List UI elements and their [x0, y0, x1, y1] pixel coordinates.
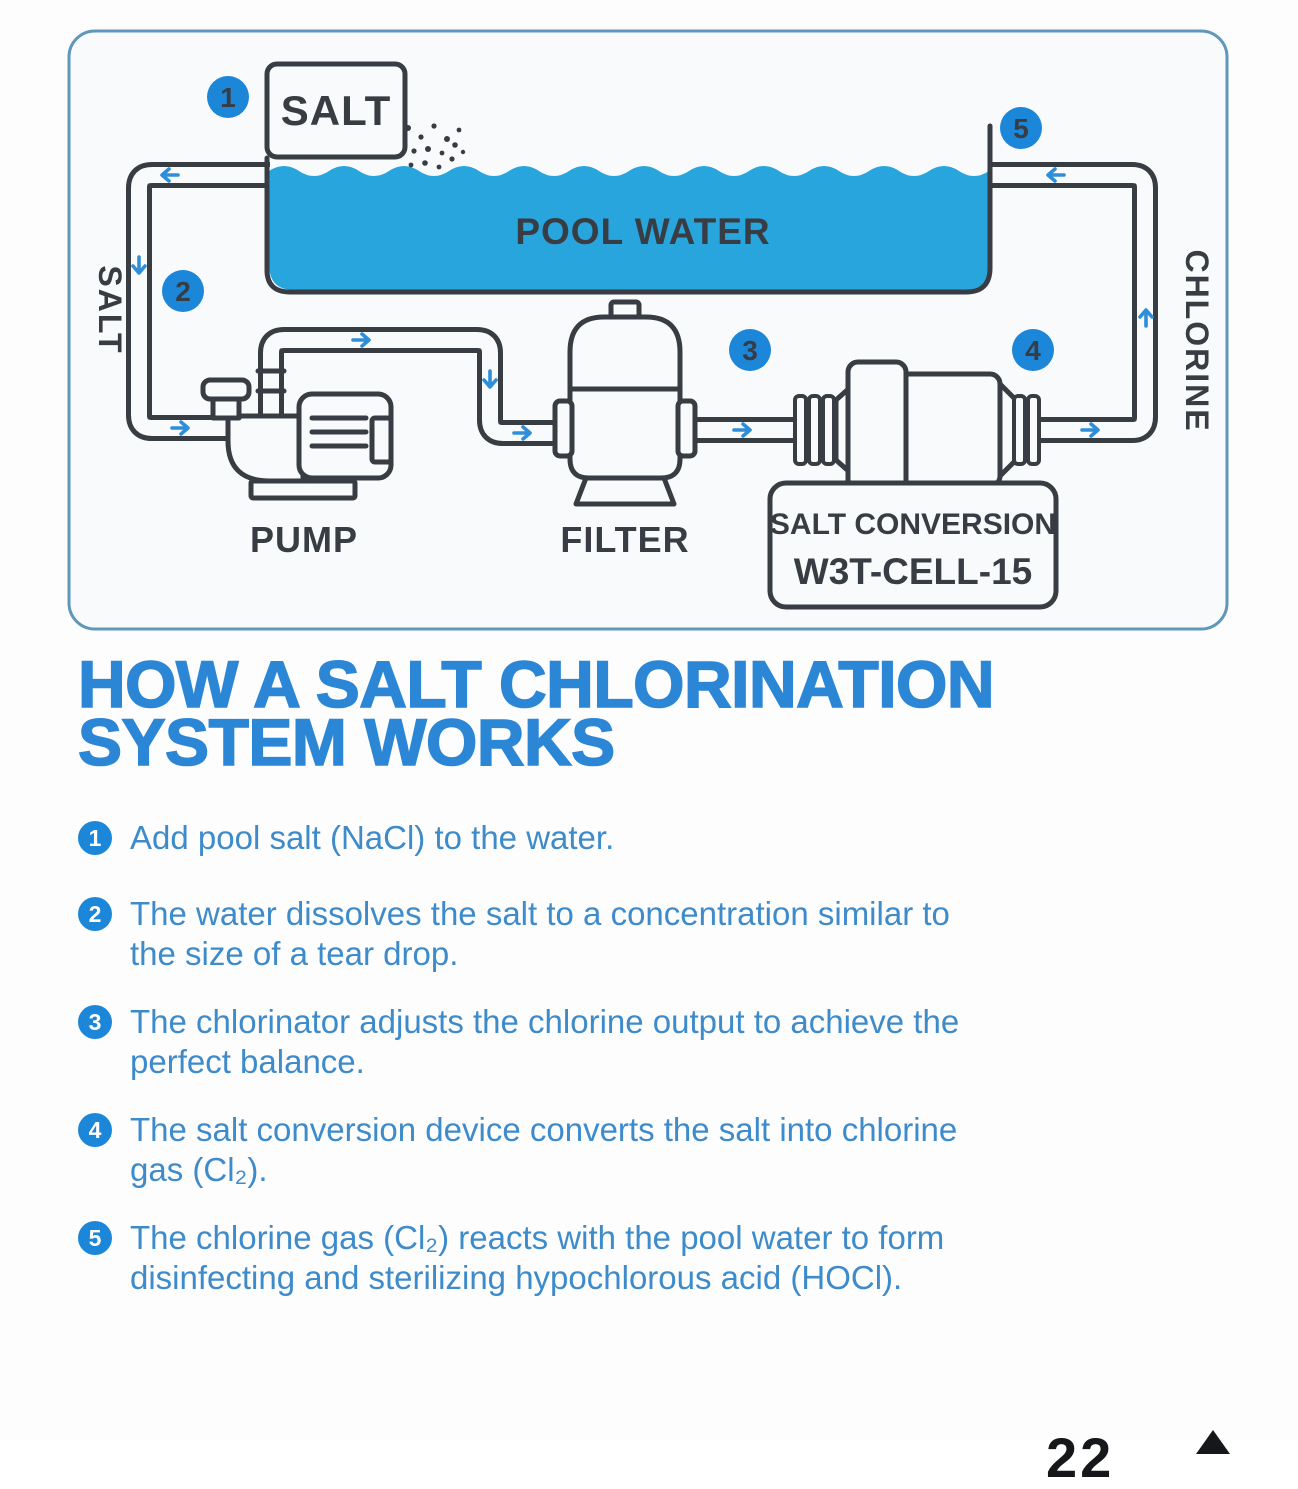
svg-text:3: 3	[742, 335, 758, 366]
filter-icon	[555, 302, 695, 504]
step-line: the size of a tear drop.	[130, 935, 459, 972]
step-badge-1: 1	[78, 821, 112, 855]
badge-3	[729, 329, 771, 371]
salt-box-label: SALT	[280, 87, 392, 134]
step-line: The chlorinator adjusts the chlorine output to achieve the	[130, 1003, 960, 1040]
svg-text:5: 5	[1013, 113, 1029, 144]
badge-4	[1012, 329, 1054, 371]
svg-text:2: 2	[175, 276, 191, 307]
salt-conversion-label-box	[770, 483, 1056, 607]
page-title-line1: HOW A SALT CHLORINATION	[78, 647, 995, 721]
page-title-line2: SYSTEM WORKS	[78, 705, 615, 779]
pool-water-label: POOL WATER	[515, 211, 771, 252]
step-line: Add pool salt (NaCl) to the water.	[130, 819, 615, 856]
step-badge-2: 2	[78, 897, 112, 931]
step-line: The salt conversion device converts the salt into chlorine	[130, 1111, 958, 1148]
step-item-2	[78, 894, 1108, 974]
step-item-5	[78, 1218, 1108, 1298]
page-title	[78, 647, 995, 779]
salt-conversion-model: W3T-CELL-15	[793, 551, 1033, 592]
chlorine-pipe-label: CHLORINE	[1179, 249, 1215, 433]
salt-pipe-label: SALT	[92, 265, 128, 355]
step-badge-5: 5	[78, 1221, 112, 1255]
step-line: perfect balance.	[130, 1043, 365, 1080]
step-line: disinfecting and sterilizing hypochlorous acid (HOCl).	[130, 1259, 903, 1296]
step-item-3	[78, 1002, 1108, 1082]
step-text-5	[130, 1218, 1108, 1298]
badge-2	[162, 270, 204, 312]
badge-5	[1000, 107, 1042, 149]
step-line: The water dissolves the salt to a concentration similar to	[130, 895, 950, 932]
step-text-2	[130, 894, 1108, 974]
salt-system-diagram	[0, 0, 1298, 650]
svg-text:4: 4	[1025, 335, 1041, 366]
scroll-top-arrow-icon[interactable]	[1196, 1430, 1230, 1454]
step-text-1	[130, 818, 1108, 858]
step-line: gas (Cl₂).	[130, 1151, 268, 1188]
step-item-4	[78, 1110, 1108, 1190]
step-text-3	[130, 1002, 1108, 1082]
step-badge-3: 3	[78, 1005, 112, 1039]
step-text-4	[130, 1110, 1108, 1190]
filter-label: FILTER	[560, 519, 690, 560]
step-badge-4: 4	[78, 1113, 112, 1147]
svg-text:1: 1	[220, 82, 236, 113]
salt-conversion-title: SALT CONVERSION	[769, 508, 1057, 541]
page-number: 22	[1046, 1426, 1115, 1489]
step-item-1	[78, 818, 1108, 858]
pump-label: PUMP	[249, 519, 359, 560]
step-line: The chlorine gas (Cl₂) reacts with the pool water to form	[130, 1219, 945, 1256]
badge-1	[207, 76, 249, 118]
salt-box	[267, 64, 405, 157]
